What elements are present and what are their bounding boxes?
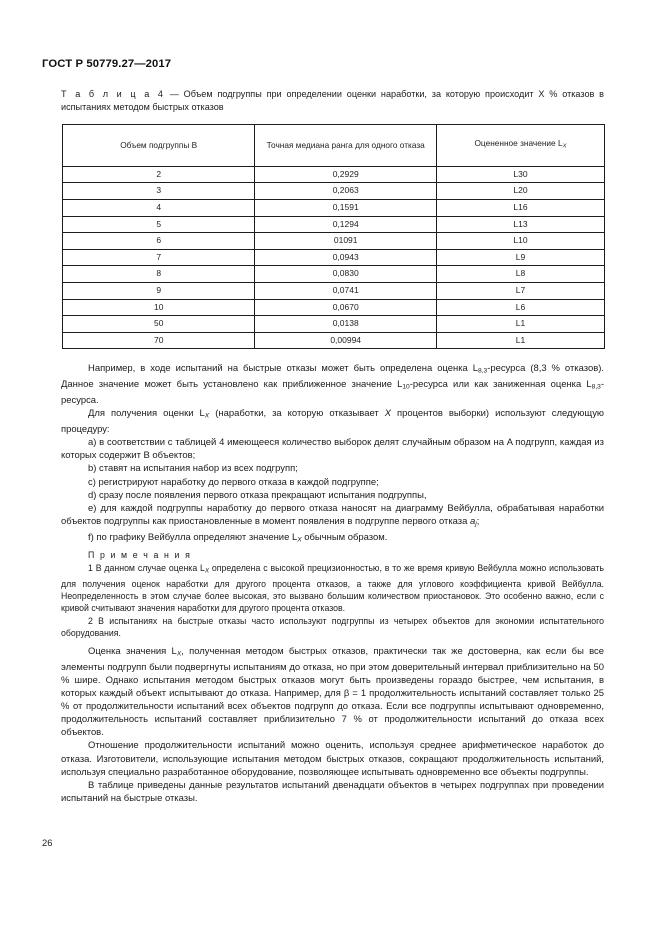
paragraph-example-part3: -ресурса или как заниженная оценка L: [409, 379, 592, 391]
cell-subgroup-size: 50: [63, 316, 255, 333]
notes-title: П р и м е ч а н и я: [88, 549, 192, 560]
cell-subgroup-size: 6: [63, 233, 255, 250]
paragraph-example-sub2: 10: [402, 383, 410, 391]
table-row: [63, 332, 605, 349]
table-row: [63, 282, 605, 299]
column-header-estimated-value: [436, 124, 604, 166]
cell-estimated-value: L13: [436, 216, 604, 233]
table-row: [63, 316, 605, 333]
table-row: [63, 166, 605, 183]
table-caption-dash: —: [164, 89, 184, 99]
table-caption-text: Объем подгруппы при определении оценки наработки, за которую происходит X % отказов в испытаниях методом быстрых отказов: [61, 89, 605, 113]
table-row: [63, 299, 605, 316]
procedure-item-f-sub: X: [297, 536, 302, 544]
paragraph-example-part4: -ресурса.: [61, 379, 604, 406]
procedure-intro-part1: Для получения оценки L: [88, 408, 205, 420]
running-head: ГОСТ Р 50779.27—2017: [42, 58, 172, 70]
cell-estimated-value: L20: [436, 183, 604, 200]
cell-median-rank: 0,0943: [255, 249, 437, 266]
cell-estimated-value: L7: [436, 282, 604, 299]
column-header-estimated-value-text: Оцененное значение L: [474, 137, 563, 148]
cell-subgroup-size: 8: [63, 266, 255, 283]
procedure-item-c: c) регистрируют наработку до первого отказа в каждой подгруппе;: [88, 476, 379, 488]
paragraph-reliability: [61, 645, 604, 740]
table-row: [63, 183, 605, 200]
table-row: [63, 266, 605, 283]
procedure-item-e-part1: e) для каждой подгруппы наработку до первого отказа наносят на диаграмму Вейбулла, обрабатывая наработки объектов подгруппы как приостановленные в момент появления в подгруппе первого отказа: [61, 502, 604, 527]
page-content: [61, 88, 604, 805]
cell-median-rank: 0,1591: [255, 200, 437, 217]
cell-estimated-value: L9: [436, 249, 604, 266]
procedure-item-e-part2: ;: [476, 515, 480, 527]
paragraph-procedure-intro: [61, 407, 604, 436]
procedure-intro-part3: процентов выборки) используют следующую процедуру:: [61, 408, 604, 435]
cell-estimated-value: L6: [436, 299, 604, 316]
note-1-part1: 1 В данном случае оценка L: [88, 562, 205, 573]
cell-median-rank: 0,0138: [255, 316, 437, 333]
paragraph-duration-ratio: Отношение продолжительности испытаний можно оценить, используя среднее арифметическое наработок до отказа. Изготовители, использующие испытания методом быстрых отказов, сокращают продолжительность испытаний, используя специально разработанное оборудование, позволяющее испытывать одновременно все объекты подгруппы.: [61, 740, 604, 778]
cell-median-rank: 0,0670: [255, 299, 437, 316]
table-row: [63, 233, 605, 250]
table-row: [63, 249, 605, 266]
cell-subgroup-size: 5: [63, 216, 255, 233]
procedure-item-f: [61, 531, 604, 547]
paragraph-example-sub1: 8,3: [478, 367, 488, 375]
cell-median-rank: 0,00994: [255, 332, 437, 349]
note-1: [61, 562, 604, 615]
table-row: [63, 200, 605, 217]
column-header-subgroup-size: Объем подгруппы B: [63, 124, 255, 166]
procedure-intro-italic-x: X: [384, 408, 391, 420]
procedure-item-b: b) ставят на испытания набор из всех подгрупп;: [88, 463, 298, 475]
procedure-item-d: d) сразу после появления первого отказа прекращают испытания подгруппы,: [88, 489, 427, 501]
cell-subgroup-size: 10: [63, 299, 255, 316]
note-1-sub: X: [204, 567, 210, 575]
procedure-item-e-symbol: a: [470, 515, 476, 527]
subgroup-size-table: [62, 124, 605, 350]
table-header-row: [63, 124, 605, 166]
cell-estimated-value: L1: [436, 316, 604, 333]
cell-estimated-value: L30: [436, 166, 604, 183]
procedure-item-a: a) в соответствии с таблицей 4 имеющееся количество выборок делят случайным образом на A подгрупп, каждая из которых содержит B объектов;: [61, 437, 604, 462]
cell-subgroup-size: 9: [63, 282, 255, 299]
cell-estimated-value: L8: [436, 266, 604, 283]
procedure-item-f-part1: f) по графику Вейбулла определяют значение L: [88, 531, 298, 543]
paragraph-reliability-sub: X: [176, 650, 182, 658]
procedure-intro-sub: X: [204, 412, 210, 420]
cell-estimated-value: L16: [436, 200, 604, 217]
cell-subgroup-size: 4: [63, 200, 255, 217]
cell-median-rank: 0,1294: [255, 216, 437, 233]
paragraph-example-part2: -ресурса (8,3 % отказов). Данное значение может быть установлено как приближенное значение L: [61, 363, 604, 391]
table-caption-label: Т а б л и ц а 4: [61, 89, 165, 99]
table-head: [63, 124, 605, 166]
procedure-item-e-sub: j: [475, 520, 477, 528]
paragraph-example-part1: Например, в ходе испытаний на быстрые отказы может быть определена оценка L: [88, 363, 478, 375]
cell-median-rank: 0,2929: [255, 166, 437, 183]
cell-median-rank: 0,0830: [255, 266, 437, 283]
cell-subgroup-size: 3: [63, 183, 255, 200]
cell-subgroup-size: 2: [63, 166, 255, 183]
column-header-exact-median-rank: Точная медиана ранга для одного отказа: [255, 124, 437, 166]
body-text: [61, 362, 604, 805]
paragraph-table-intro: В таблице приведены данные результатов испытаний двенадцати объектов в четырех подгруппах при проведении испытаний на быстрые отказы.: [61, 779, 604, 805]
cell-median-rank: 01091: [255, 233, 437, 250]
note-1-part2: определена с высокой прецизионностью, в то же время кривую Вейбулла можно использовать для получения оценок наработки для другого процента отказов, а также для углового коэффициента кривой Вейбулла. Неопределенность в этом случае более высокая, это вызвано большим количеством приостановок. Это особенно важно, если с кривой считывают значения наработки для другого процента отказов.: [61, 562, 604, 614]
cell-median-rank: 0,2063: [255, 183, 437, 200]
cell-median-rank: 0,0741: [255, 282, 437, 299]
procedure-item-f-part2: обычным образом.: [301, 531, 388, 543]
table-row: [63, 216, 605, 233]
note-2: 2 В испытаниях на быстрые отказы часто используют подгруппы из четырех объектов для экономии испытательного оборудования.: [61, 615, 604, 639]
paragraph-example-sub3: 8,3: [591, 383, 601, 391]
table-body: [63, 166, 605, 349]
cell-estimated-value: L1: [436, 332, 604, 349]
procedure-item-e: [61, 502, 604, 531]
page-number: 26: [42, 837, 53, 848]
paragraph-reliability-part2: , полученная методом быстрых отказов, практически так же достоверна, как если бы все элементы подгрупп были подвергнуты испытаниям до отказа, но при этом доверительный интервал приблизительно на 50 % шире. Однако испытания методом быстрых отказов могут быть произведены гораздо быстрее, чем испытания, в которых каждый объект испытывают до отказа. Например, для β = 1 продолжительность испытаний составляет только 25 % от продолжительности испытаний всех объектов подгрупп до отказа. Если все подгруппы испытывают одновременно, продолжительность испытаний составляет приблизительно 7 % от продолжительности испытаний до отказа всех объектов.: [61, 645, 605, 739]
paragraph-reliability-part1: Оценка значения L: [88, 645, 177, 657]
cell-estimated-value: L10: [436, 233, 604, 250]
table-caption: [61, 88, 604, 115]
column-header-estimated-value-sub: X: [562, 143, 567, 150]
cell-subgroup-size: 7: [63, 249, 255, 266]
paragraph-example: [61, 362, 604, 407]
cell-subgroup-size: 70: [63, 332, 255, 349]
procedure-intro-part2: (наработки, за которую отказывает: [209, 408, 385, 420]
